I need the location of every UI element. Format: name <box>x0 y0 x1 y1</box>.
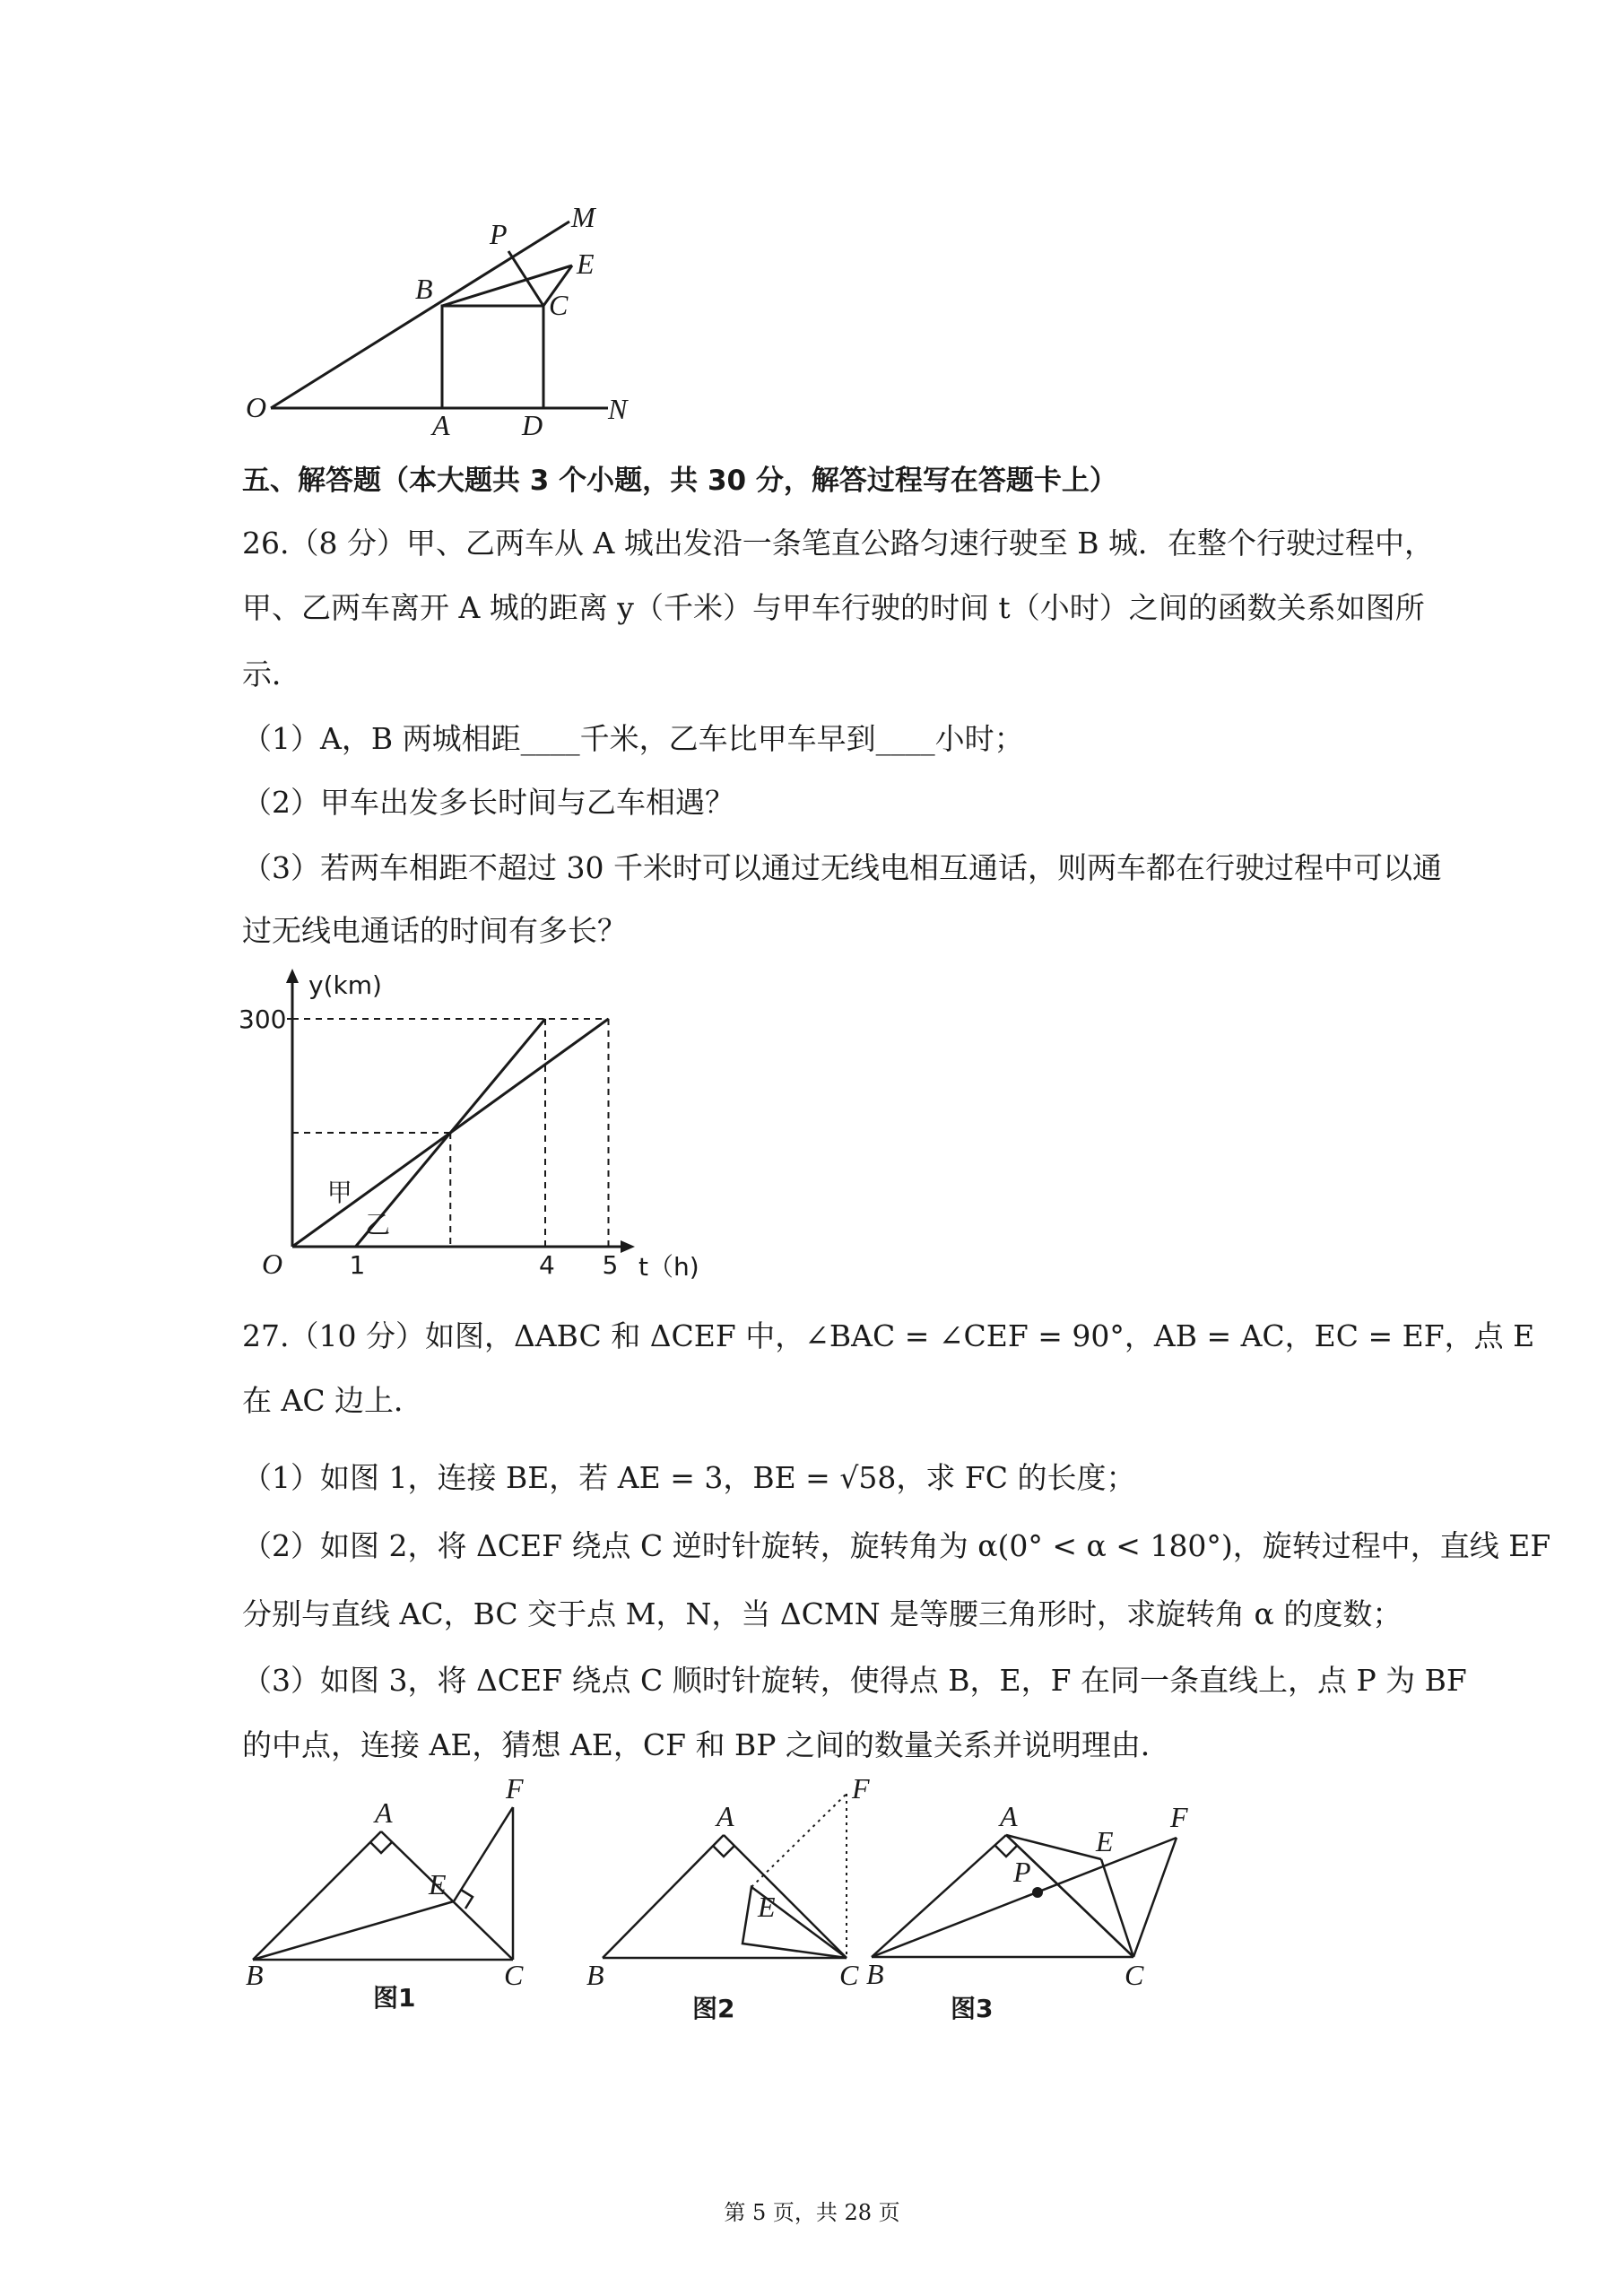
q27-figures <box>233 1758 1202 2045</box>
q27-line-1: 27.（10 分）如图，ΔABC 和 ΔCEF 中，∠BAC = ∠CEF = 90°，AB = AC，EC = EF，点 E <box>242 1318 1535 1353</box>
q26-chart-svg <box>233 960 717 1300</box>
fig2-caption: 图2 <box>692 1994 735 2023</box>
y-axis-label: y(km) <box>308 970 382 1000</box>
y-tick-label-300: 300 <box>239 1004 287 1034</box>
q27-sub-3b: 的中点，连接 AE，猜想 AE，CF 和 BP 之间的数量关系并说明理由． <box>242 1727 1170 1762</box>
q26-sub-3a: （3）若两车相距不超过 30 千米时可以通过无线电相互通话，则两车都在行驶过程中可以通 <box>242 850 1442 885</box>
label-M: M <box>571 201 595 233</box>
fig3-side-BA <box>872 1835 1006 1957</box>
label-D: D <box>522 409 543 441</box>
q27-sub-2b: 分别与直线 AC，BC 交于点 M，N，当 ΔCMN 是等腰三角形时，求旋转角 α 的度数； <box>242 1596 1403 1631</box>
q27-sub-2a: （2）如图 2，将 ΔCEF 绕点 C 逆时针旋转，旋转角为 α(0° < α < 180°)，旋转过程中，直线 EF <box>242 1528 1551 1563</box>
series-label-jia: 甲 <box>326 1178 352 1208</box>
fig3-segment-FC <box>1133 1838 1177 1957</box>
square-ABCD <box>442 306 543 408</box>
fig3-label-A: A <box>1000 1800 1018 1832</box>
fig3-label-F: F <box>1170 1801 1188 1833</box>
fig1-label-B: B <box>246 1959 264 1991</box>
x-tick-label-5: 5 <box>602 1250 619 1280</box>
q26-line-3: 示． <box>242 657 301 691</box>
fig2-label-F: F <box>852 1772 870 1805</box>
x-tick-label-1: 1 <box>349 1250 366 1280</box>
fig2-label-A: A <box>716 1800 734 1832</box>
fig2-right-angle-A <box>713 1846 734 1857</box>
fig1-side-AC <box>381 1831 513 1960</box>
fig2-dotted-segment <box>751 1794 847 1887</box>
ray-OM <box>271 222 569 408</box>
geometry-figure-top <box>233 197 646 439</box>
label-O: O <box>246 391 267 423</box>
figure-1 <box>253 1807 513 1960</box>
fig3-point-P <box>1032 1887 1043 1898</box>
fig3-label-B: B <box>866 1958 884 1990</box>
label-B: B <box>415 273 433 305</box>
label-C: C <box>549 289 569 321</box>
fig1-right-angle-A <box>370 1842 392 1853</box>
fig1-label-F: F <box>506 1772 524 1805</box>
label-A: A <box>432 409 450 441</box>
fig1-right-angle-E <box>461 1890 473 1909</box>
q26-sub-1: （1）A，B 两城相距____千米，乙车比甲车早到____小时； <box>242 721 1024 756</box>
q26-chart <box>233 960 717 1300</box>
fig1-label-A: A <box>375 1796 393 1829</box>
x-axis-label: t（h) <box>638 1252 699 1282</box>
fig1-label-C: C <box>504 1959 524 1991</box>
section-5-title: 五、解答题（本大题共 3 个小题，共 30 分，解答过程写在答题卡上） <box>242 465 1117 497</box>
series-label-yi: 乙 <box>365 1209 391 1239</box>
q26-sub-2: （2）甲车出发多长时间与乙车相遇？ <box>242 785 734 820</box>
fig1-segment-EF <box>454 1807 513 1901</box>
fig2-label-C: C <box>839 1959 859 1991</box>
q26-line-1: 26.（8 分）甲、乙两车从 A 城出发沿一条笔直公路匀速行驶至 B 城．在整个行驶过程中， <box>242 526 1435 561</box>
fig3-label-E: E <box>1096 1825 1114 1857</box>
q26-line-2: 甲、乙两车离开 A 城的距离 y（千米）与甲车行驶的时间 t（小时）之间的函数关系如图所 <box>242 590 1425 625</box>
fig3-caption: 图3 <box>951 1994 994 2023</box>
fig3-label-C: C <box>1125 1959 1144 1991</box>
x-axis-arrow <box>621 1240 635 1253</box>
label-P: P <box>490 218 508 250</box>
label-N: N <box>608 393 628 425</box>
geometry-figure-top-svg <box>233 197 646 439</box>
label-E: E <box>577 248 595 280</box>
q26-sub-3b: 过无线电通话的时间有多长？ <box>242 913 627 948</box>
q27-line-2: 在 AC 边上． <box>242 1383 424 1418</box>
q27-figures-svg <box>233 1758 1202 2045</box>
fig1-caption: 图1 <box>373 1983 416 2013</box>
fig2-label-E: E <box>758 1891 776 1923</box>
q27-sub-3a: （3）如图 3，将 ΔCEF 绕点 C 顺时针旋转，使得点 B，E，F 在同一条直线上，点 P 为 BF <box>242 1663 1467 1698</box>
figure-3 <box>872 1835 1177 1957</box>
figure-2 <box>603 1835 847 1958</box>
y-axis-arrow <box>286 969 299 983</box>
fig2-side-BA <box>603 1835 724 1958</box>
x-tick-label-O: O <box>262 1248 283 1280</box>
fig1-label-E: E <box>429 1868 447 1900</box>
fig3-label-P: P <box>1013 1856 1031 1888</box>
x-tick-label-4: 4 <box>539 1250 555 1280</box>
fig2-label-B: B <box>586 1959 604 1991</box>
q27-sub-1: （1）如图 1，连接 BE，若 AE = 3，BE = √58，求 FC 的长度； <box>242 1460 1136 1495</box>
page-footer: 第 5 页，共 28 页 <box>724 2200 900 2225</box>
